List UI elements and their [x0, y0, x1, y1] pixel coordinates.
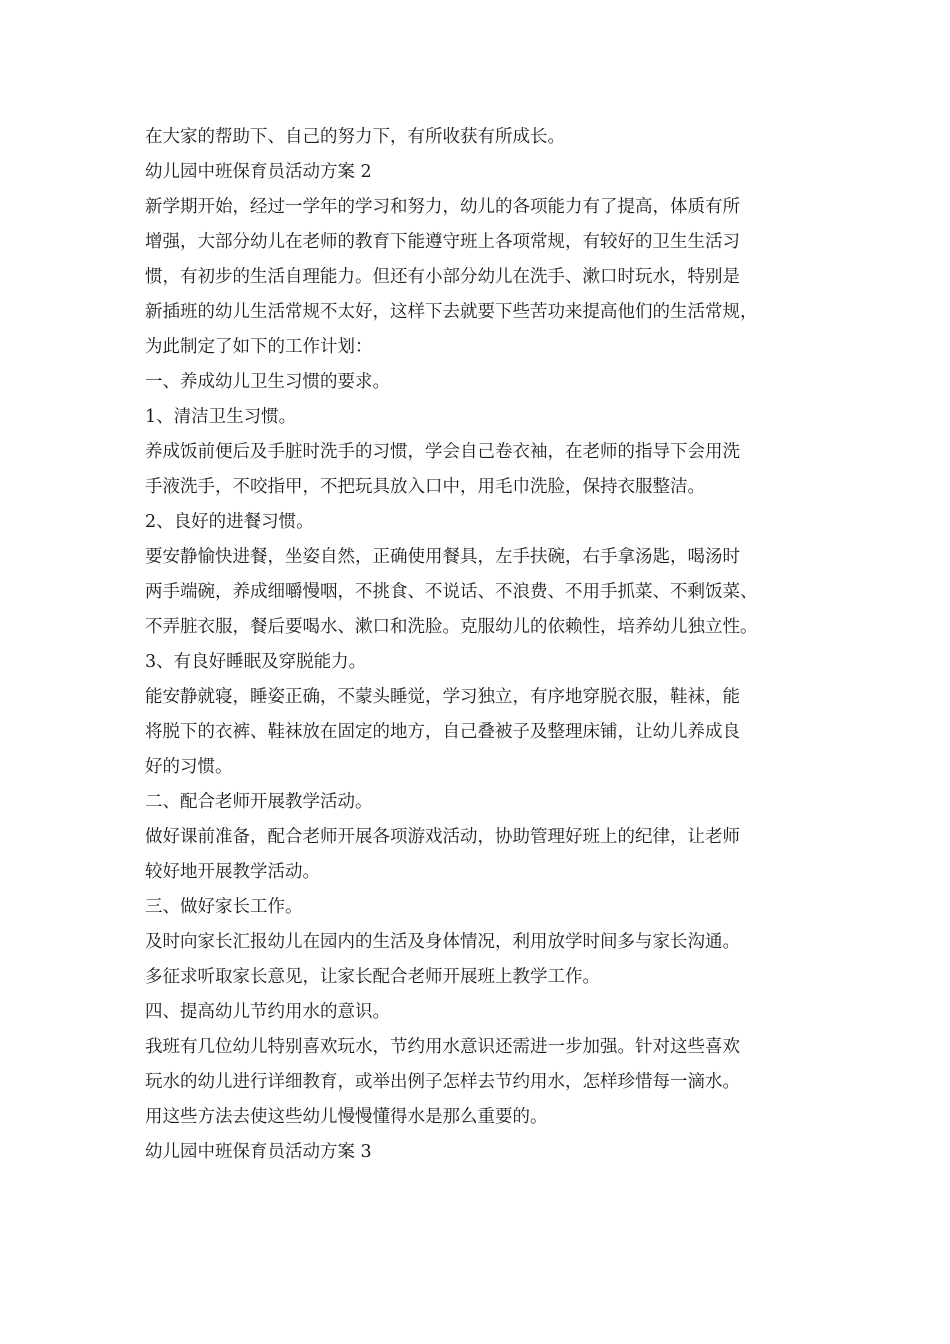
subsection-heading: 四、提高幼儿节约用水的意识。 — [145, 1002, 390, 1022]
text-line: 养成饭前便后及手脏时洗手的习惯，学会自己卷衣袖，在老师的指导下会用洗 — [145, 442, 740, 462]
item-heading: 1、清洁卫生习惯。 — [145, 407, 297, 427]
text-line: 惯，有初步的生活自理能力。但还有小部分幼儿在洗手、漱口时玩水，特别是 — [145, 267, 740, 287]
text-line: 新插班的幼儿生活常规不太好，这样下去就要下些苦功来提高他们的生活常规， — [145, 302, 758, 322]
section-heading: 幼儿园中班保育员活动方案 3 — [145, 1142, 372, 1162]
subsection-heading: 三、做好家长工作。 — [145, 897, 303, 917]
text-line: 要安静愉快进餐，坐姿自然，正确使用餐具，左手扶碗，右手拿汤匙，喝汤时 — [145, 547, 740, 567]
text-line: 我班有几位幼儿特别喜欢玩水，节约用水意识还需进一步加强。针对这些喜欢 — [145, 1037, 740, 1057]
text-line: 将脱下的衣裤、鞋袜放在固定的地方，自己叠被子及整理床铺，让幼儿养成良 — [145, 722, 740, 742]
text-line: 多征求听取家长意见，让家长配合老师开展班上教学工作。 — [145, 967, 600, 987]
subsection-heading: 二、配合老师开展教学活动。 — [145, 792, 373, 812]
text-line: 做好课前准备，配合老师开展各项游戏活动，协助管理好班上的纪律，让老师 — [145, 827, 740, 847]
text-line: 及时向家长汇报幼儿在园内的生活及身体情况，利用放学时间多与家长沟通。 — [145, 932, 740, 952]
text-line: 较好地开展教学活动。 — [145, 862, 320, 882]
text-line: 不弄脏衣服，餐后要喝水、漱口和洗脸。克服幼儿的依赖性，培养幼儿独立性。 — [145, 617, 758, 637]
text-line: 好的习惯。 — [145, 757, 233, 777]
text-line: 新学期开始，经过一学年的学习和努力，幼儿的各项能力有了提高，体质有所 — [145, 197, 740, 217]
document-body — [145, 120, 825, 1170]
text-line: 能安静就寝，睡姿正确，不蒙头睡觉，学习独立，有序地穿脱衣服，鞋袜，能 — [145, 687, 740, 707]
item-heading: 2、良好的进餐习惯。 — [145, 512, 314, 532]
subsection-heading: 一、养成幼儿卫生习惯的要求。 — [145, 372, 390, 392]
section-heading: 幼儿园中班保育员活动方案 2 — [145, 162, 372, 182]
text-line: 手液洗手，不咬指甲，不把玩具放入口中，用毛巾洗脸，保持衣服整洁。 — [145, 477, 705, 497]
text-line: 在大家的帮助下、自己的努力下，有所收获有所成长。 — [145, 127, 565, 147]
text-line: 两手端碗，养成细嚼慢咽，不挑食、不说话、不浪费、不用手抓菜、不剩饭菜、 — [145, 582, 758, 602]
item-heading: 3、有良好睡眠及穿脱能力。 — [145, 652, 367, 672]
text-line: 增强，大部分幼儿在老师的教育下能遵守班上各项常规，有较好的卫生生活习 — [145, 232, 740, 252]
text-line: 为此制定了如下的工作计划： — [145, 337, 373, 357]
text-line: 用这些方法去使这些幼儿慢慢懂得水是那么重要的。 — [145, 1107, 548, 1127]
text-line: 玩水的幼儿进行详细教育，或举出例子怎样去节约用水，怎样珍惜每一滴水。 — [145, 1072, 740, 1092]
